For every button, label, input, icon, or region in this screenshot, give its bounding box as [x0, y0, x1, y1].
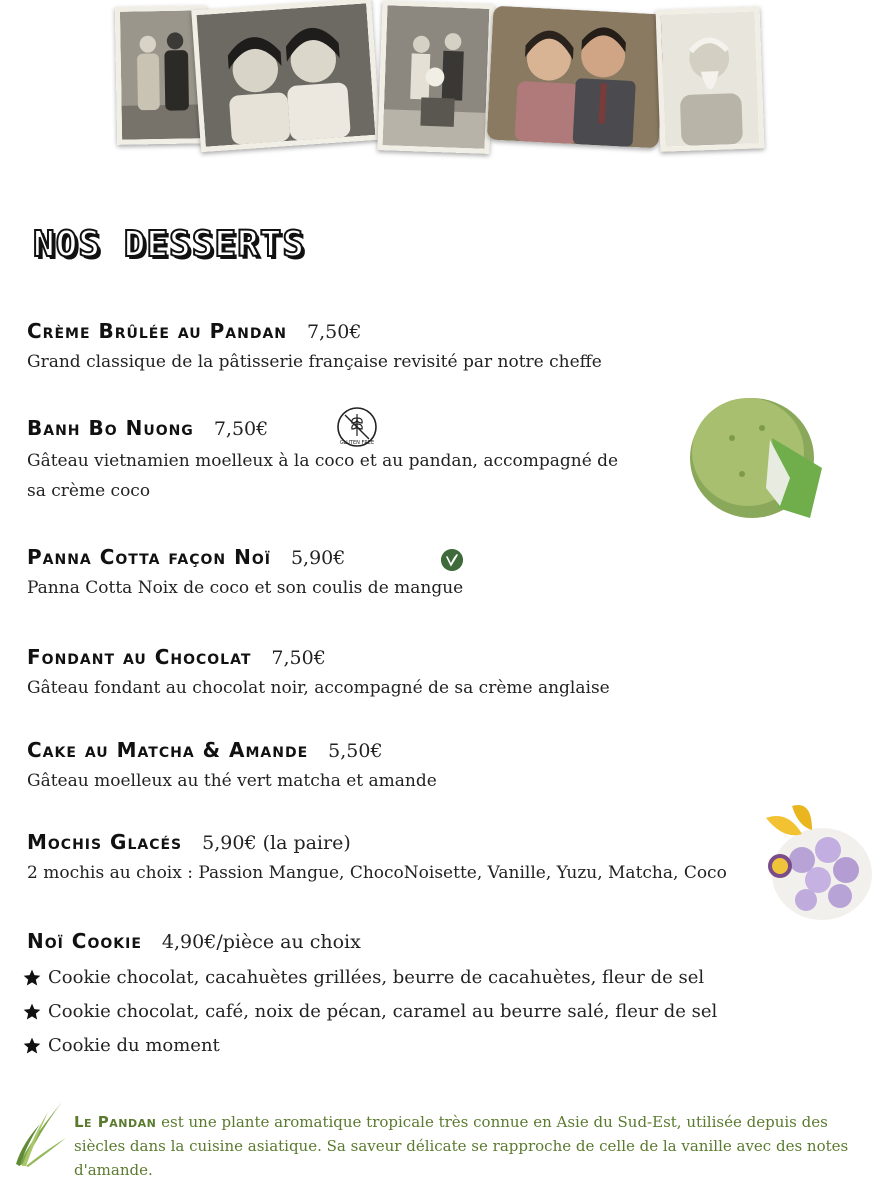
item-name: Panna Cotta façon Noï [27, 545, 271, 569]
item-name: Mochis Glacés [27, 830, 183, 854]
photo-couple-color [487, 6, 666, 149]
item-name: Banh Bo Nuong [27, 416, 194, 440]
menu-item-cake-matcha [27, 738, 747, 796]
cookie-options-list [22, 961, 717, 1063]
item-price: 5,90€ (la paire) [202, 832, 351, 854]
pandan-label: Le Pandan [74, 1113, 157, 1131]
page-title: NOS DESSERTS [33, 224, 306, 265]
cookie-option-text: Cookie chocolat, café, noix de pécan, caramel au beurre salé, fleur de sel [48, 1001, 718, 1022]
item-price: 4,90€/pièce au choix [161, 931, 361, 953]
menu-item-noi-cookie [27, 929, 747, 953]
item-name: Cake au Matcha & Amande [27, 738, 309, 762]
menu-item-fondant-chocolat [27, 645, 747, 703]
item-price: 7,50€ [213, 418, 269, 440]
cookie-option-text: Cookie du moment [48, 1035, 220, 1056]
item-description-line-1: Gâteau vietnamien moelleux à la coco et au pandan, accompagné de [27, 451, 619, 471]
cookie-option-text: Cookie chocolat, cacahuètes grillées, beurre de cacahuètes, fleur de sel [48, 967, 705, 988]
menu-item-panna-cotta [27, 545, 747, 603]
item-name: Crème Brûlée au Pandan [27, 319, 288, 343]
item-description: Panna Cotta Noix de coco et son coulis de mangue [27, 578, 464, 598]
gluten-free-label: GLUTEN FREE [339, 440, 375, 446]
item-description: Gâteau moelleux au thé vert matcha et amande [27, 771, 437, 791]
list-item [22, 961, 717, 995]
item-price: 7,50€ [307, 321, 362, 343]
vintage-photo-collage [112, 0, 772, 160]
item-price: 7,50€ [271, 647, 326, 669]
gluten-free-icon [336, 406, 378, 448]
mochis-image [762, 800, 874, 922]
pandan-text: est une plante aromatique tropicale très connue en Asie du Sud-Est, utilisée depuis des siècles dans la cuisine asiatique. Sa saveur délicate se rapproche de celle de la vanille avec des notes d'amande. [74, 1113, 849, 1179]
item-description: Grand classique de la pâtisserie française revisité par notre cheffe [27, 352, 602, 372]
pandan-description [74, 1110, 864, 1182]
item-description [27, 446, 747, 506]
photo-two-girls [191, 0, 380, 152]
item-price: 5,90€ [290, 547, 346, 569]
item-description-line-2: sa crème coco [27, 481, 151, 501]
menu-item-banh-bo-nuong [27, 416, 747, 506]
photo-elderly-man [656, 6, 765, 152]
star-icon [22, 1036, 42, 1056]
item-name: Noï Cookie [27, 929, 142, 953]
banh-bo-nuong-image [682, 378, 832, 528]
menu-item-mochis [27, 830, 757, 888]
star-icon [22, 968, 42, 988]
item-description: Gâteau fondant au chocolat noir, accompagné de sa crème anglaise [27, 678, 610, 698]
list-item [22, 1029, 717, 1063]
item-name: Fondant au Chocolat [27, 645, 252, 669]
vegetarian-leaf-icon [441, 549, 463, 571]
list-item [22, 995, 717, 1029]
star-icon [22, 1002, 42, 1022]
photo-children [377, 0, 494, 154]
item-description: 2 mochis au choix : Passion Mangue, ChocoNoisette, Vanille, Yuzu, Matcha, Coco [27, 863, 727, 883]
menu-item-creme-brulee [27, 319, 747, 377]
item-price: 5,50€ [328, 740, 383, 762]
pandan-leaf-icon [12, 1098, 68, 1168]
